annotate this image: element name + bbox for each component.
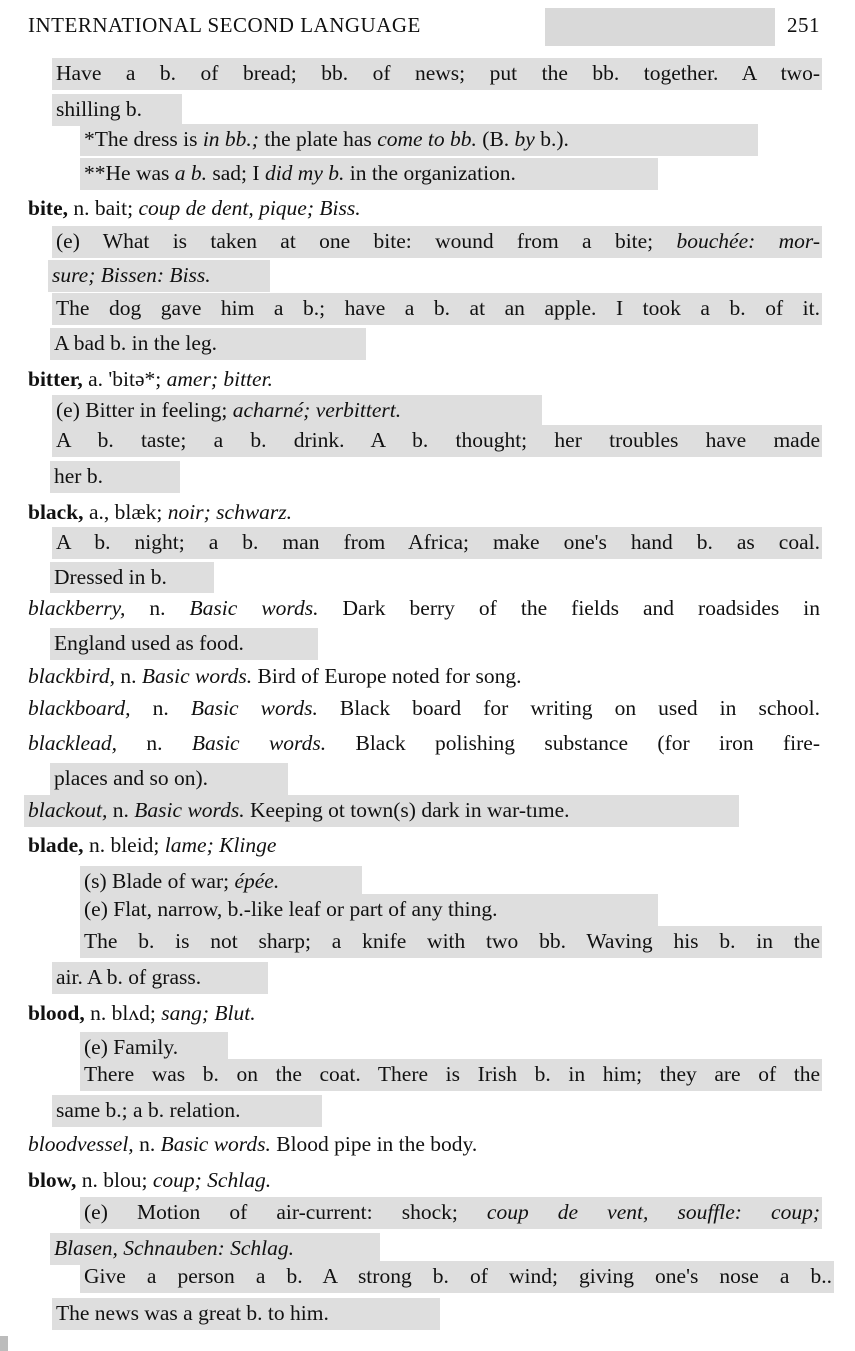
line-segment: a. 'bitə*; [82, 367, 167, 391]
text-line [52, 395, 542, 427]
line-segment: n. bleid; [83, 833, 165, 857]
text-line [24, 593, 822, 625]
line-segment: blacklead, [28, 731, 117, 755]
line-segment: Basic words. [141, 664, 253, 688]
text-line [24, 1129, 636, 1161]
line-segment: blackout, [28, 798, 108, 822]
line-segment: air. A b. of grass. [56, 965, 202, 989]
text-line [80, 1261, 834, 1293]
text-line [52, 1095, 322, 1127]
text-line [24, 830, 354, 862]
text-line [80, 926, 822, 958]
text-line [24, 693, 822, 725]
line-segment: (e) What is taken at one bite: wound from a bite; [56, 229, 677, 253]
line-segment: England used as food. [54, 631, 244, 655]
line-segment: *The dress is [84, 127, 203, 151]
line-segment: The dog gave him a b.; have a b. at an apple. I took a b. of it. [56, 296, 820, 320]
line-segment: Dark berry of the fields and roadsides in [318, 596, 820, 620]
line-segment: (e) Flat, narrow, b.-like leaf or part of any thing. [84, 897, 498, 921]
line-segment: Basic words. [160, 1132, 271, 1156]
text-line [52, 1298, 440, 1330]
line-segment: n. [116, 731, 192, 755]
line-segment: sang; Blut. [161, 1001, 256, 1025]
running-head [24, 8, 824, 44]
text-line [50, 562, 214, 594]
text-line [24, 1165, 364, 1197]
text-line [80, 894, 658, 926]
line-segment: bouchée: mor- [676, 229, 820, 253]
line-segment: Black polishing substance (for iron fire- [326, 731, 820, 755]
text-line [24, 364, 364, 396]
line-segment: did my b. [264, 161, 345, 185]
line-segment: (s) Blade of war; [84, 869, 235, 893]
text-line [52, 962, 268, 994]
headword: black, [28, 500, 84, 524]
line-segment: Dressed in b. [54, 565, 167, 589]
text-line [52, 527, 822, 559]
line-segment: There was b. on the coat. There is Irish b. in him; they are of the [84, 1062, 820, 1086]
line-segment: shilling b. [56, 97, 143, 121]
line-segment: acharné; verbittert. [232, 398, 402, 422]
line-segment: Bird of Europe noted for song. [252, 664, 522, 688]
line-segment: blackboard, [28, 696, 131, 720]
page-number: 251 [787, 13, 820, 37]
running-head-title: INTERNATIONAL SECOND LANGUAGE [28, 13, 421, 37]
headword: blow, [28, 1168, 77, 1192]
line-segment: Basic words. [190, 696, 318, 720]
line-segment: A b. night; a b. man from Africa; make one's hand b. as coal. [56, 530, 820, 554]
line-segment: Basic words. [134, 798, 245, 822]
text-line [50, 328, 366, 360]
line-segment: coup de dent, pique; Biss. [138, 196, 361, 220]
text-line [52, 226, 822, 258]
line-segment: Basic words. [189, 596, 319, 620]
headword: bitter, [28, 367, 83, 391]
line-segment: sad; I [207, 161, 265, 185]
scan-edge-mark [0, 1336, 8, 1351]
text-line [80, 124, 758, 156]
line-segment: in the organization. [344, 161, 516, 185]
text-line [52, 94, 182, 126]
text-line [24, 661, 689, 693]
line-segment: A bad b. in the leg. [54, 331, 218, 355]
text-line [50, 628, 318, 660]
line-segment: coup de vent, souffle: coup; [486, 1200, 820, 1224]
line-segment: blackbird, [28, 664, 115, 688]
text-line [24, 795, 739, 827]
text-line [24, 998, 334, 1030]
line-segment: by [514, 127, 535, 151]
line-segment: amer; bitter. [166, 367, 273, 391]
headword: bite, [28, 196, 69, 220]
line-segment: (e) Family. [84, 1035, 179, 1059]
text-line [80, 1059, 822, 1091]
line-segment: Blood pipe in the body. [270, 1132, 478, 1156]
line-segment: Basic words. [191, 731, 327, 755]
line-segment: A b. taste; a b. drink. A b. thought; her troubles have made [56, 428, 820, 452]
line-segment: (e) Bitter in feeling; [56, 398, 233, 422]
text-line [52, 425, 822, 457]
line-segment: n. [133, 1132, 161, 1156]
line-segment: her b. [54, 464, 103, 488]
line-segment: bloodvessel, [28, 1132, 134, 1156]
line-segment: The b. is not sharp; a knife with two bb. Waving his b. in the [84, 929, 820, 953]
line-segment: the plate has [258, 127, 378, 151]
line-segment: Blasen, Schnauben: Schlag. [54, 1236, 295, 1260]
text-line [80, 158, 658, 190]
line-segment: (B. [476, 127, 515, 151]
line-segment: n. bait; [68, 196, 139, 220]
text-line [52, 58, 822, 90]
line-segment: a., blæk; [83, 500, 168, 524]
line-segment: n. [114, 664, 142, 688]
line-segment: places and so on). [54, 766, 209, 790]
line-segment: come to bb. [377, 127, 477, 151]
line-segment: sure; Bissen: Biss. [52, 263, 211, 287]
line-segment: **He was [84, 161, 175, 185]
line-segment: n. [130, 696, 191, 720]
line-segment: lame; Klinge [164, 833, 277, 857]
headword: blood, [28, 1001, 85, 1025]
text-line [80, 1197, 822, 1229]
line-segment: The news was a great b. to him. [56, 1301, 329, 1325]
line-segment: (e) Motion of air-current: shock; [84, 1200, 487, 1224]
line-segment: b.). [534, 127, 569, 151]
line-segment: Black board for writing on used in school. [317, 696, 821, 720]
line-segment: blackberry, [28, 596, 126, 620]
text-line [50, 461, 180, 493]
line-segment: noir; schwarz. [167, 500, 293, 524]
line-segment: épée. [234, 869, 280, 893]
line-segment: n. blʌd; [84, 1001, 162, 1025]
line-segment: Have a b. of bread; bb. of news; put the bb. together. A two- [56, 61, 820, 85]
line-segment: in bb.; [202, 127, 259, 151]
line-segment: Give a person a b. A strong b. of wind; giving one's nose a b.. [84, 1264, 832, 1288]
line-segment: Keeping ot town(s) dark in war-tıme. [244, 798, 570, 822]
line-segment: n. blou; [76, 1168, 153, 1192]
text-line [24, 497, 374, 529]
text-line [48, 260, 270, 292]
text-line [24, 193, 479, 225]
line-segment: coup; Schlag. [152, 1168, 272, 1192]
text-line [50, 763, 288, 795]
text-line [24, 728, 822, 760]
text-line [52, 293, 822, 325]
line-segment: n. [107, 798, 135, 822]
line-segment: a b. [174, 161, 208, 185]
headword: blade, [28, 833, 84, 857]
line-segment: n. [125, 596, 190, 620]
line-segment: same b.; a b. relation. [56, 1098, 241, 1122]
